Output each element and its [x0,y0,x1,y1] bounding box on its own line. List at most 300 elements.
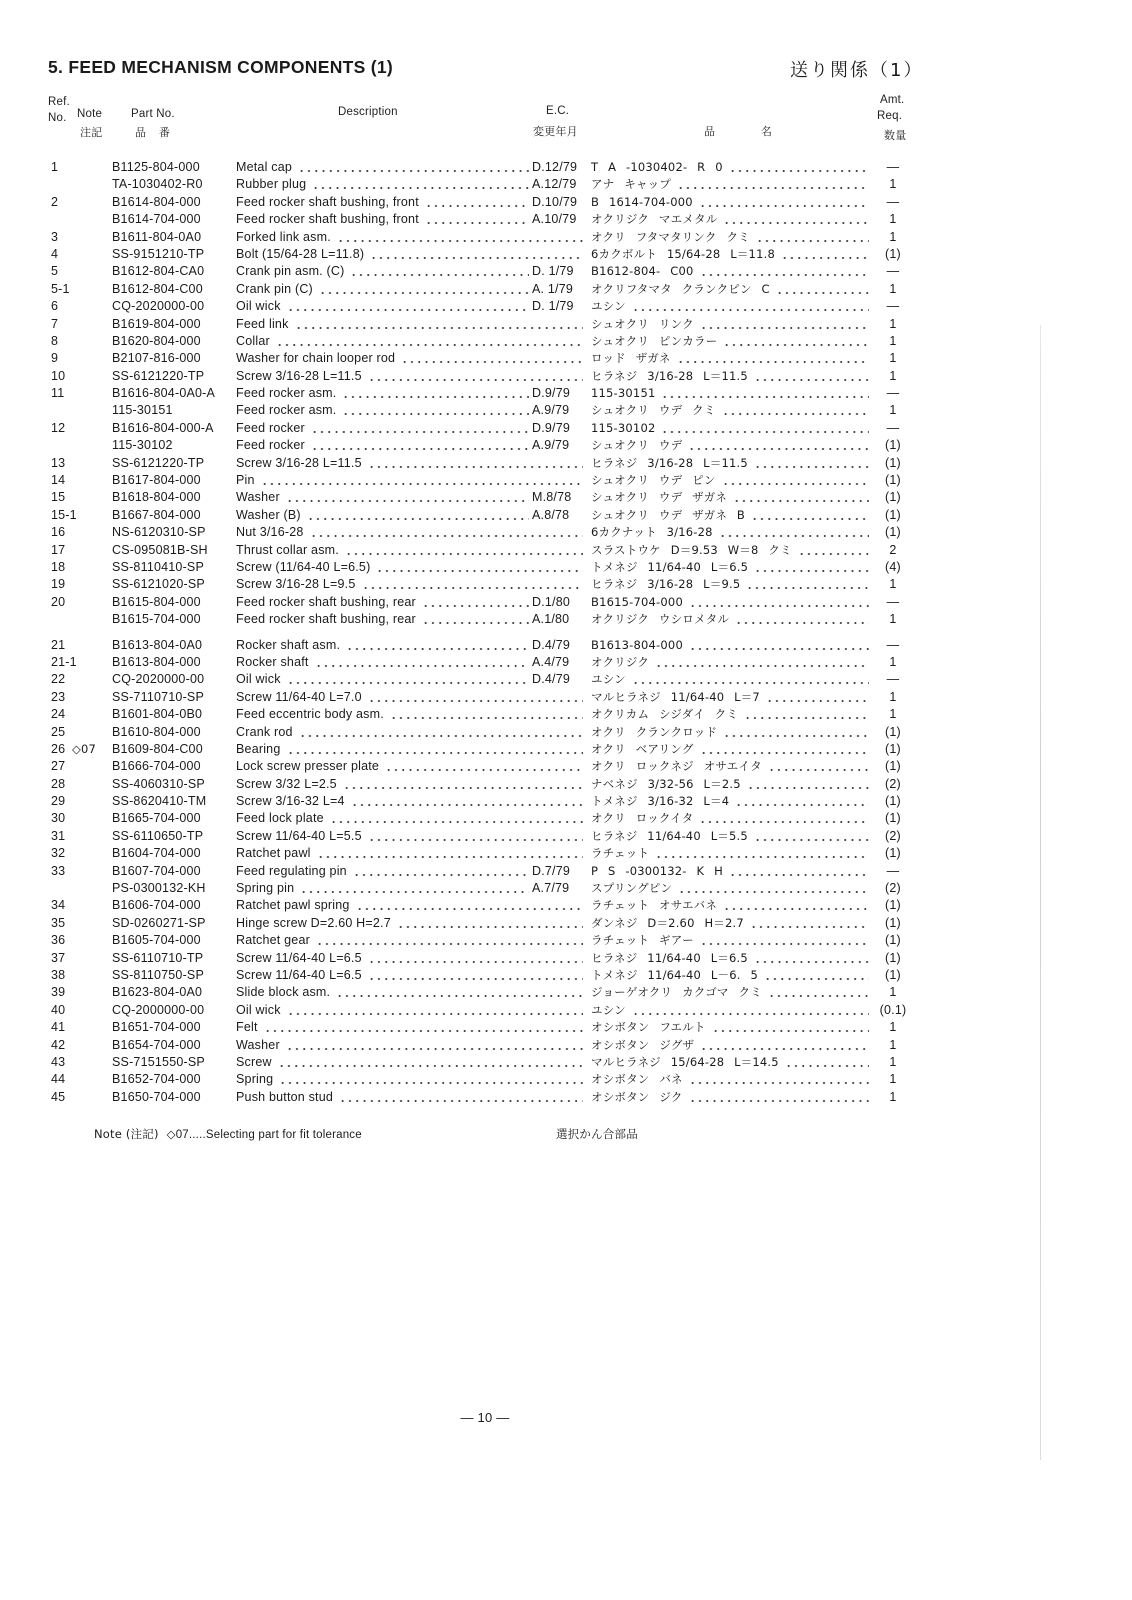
dot-leader [661,420,869,437]
description-cell [236,211,586,228]
quantity: 1 [889,577,897,592]
part-number: B1666-704-000 [112,759,201,774]
quantity: — [886,863,900,878]
ref-no: 5 [51,264,59,279]
japanese-name: アナ キャップ [591,177,672,192]
dot-leader [316,932,583,949]
japanese-name-cell [591,741,872,758]
japanese-name-cell [591,776,872,793]
dot-leader [390,706,583,723]
ref-no: 27 [51,759,66,774]
japanese-name: ヒラネジ 11/64-40 L＝5.5 [591,828,748,843]
japanese-name: トメネジ 3/16-32 L＝4 [591,794,730,809]
ref-no: 18 [51,559,66,574]
ec-date: D.4/79 [532,672,571,687]
description: Feed rocker [236,438,305,453]
description-cell [236,1054,586,1071]
dot-leader [723,211,869,228]
japanese-name: シュオクリ リンク [591,316,694,331]
description-cell [236,828,586,845]
quantity: (1) [885,741,901,756]
description-cell [236,1071,586,1088]
description-cell [236,176,586,193]
description: Feed rocker shaft bushing, front [236,212,419,227]
ref-no: 39 [51,985,66,1000]
description-cell [236,654,586,671]
part-number: B1667-804-000 [112,507,201,522]
parts-row [0,950,1132,967]
japanese-name-cell [591,507,872,524]
quantity: (0.1) [879,1002,907,1017]
description: Oil wick [236,299,281,314]
dot-leader [339,1089,583,1106]
part-number: SD-0260271-SP [112,915,206,930]
quantity: 1 [889,351,897,366]
dot-leader [368,455,583,472]
dot-leader [425,194,529,211]
footer-note-japanese: 選択かん合部品 [556,1127,638,1141]
description: Screw 3/16-32 L=4 [236,794,345,809]
japanese-name-cell [591,559,872,576]
japanese-name: オクリジク ウシロメタル [591,612,730,627]
japanese-name-cell [591,967,872,984]
dot-leader [766,689,869,706]
part-number: SS-7151550-SP [112,1054,205,1069]
quantity: (1) [885,915,901,930]
dot-leader [368,950,583,967]
japanese-name-cell [591,706,872,723]
japanese-name-cell [591,211,872,228]
parts-row [0,880,1132,897]
description-cell [236,298,586,315]
ref-no: 7 [51,316,59,331]
quantity: 1 [889,689,897,704]
description-cell [236,706,586,723]
dot-leader [279,1071,583,1088]
description: Rocker shaft asm. [236,637,341,652]
quantity: 1 [889,333,897,348]
japanese-name: ラチェット オサエバネ [591,898,718,913]
part-number: CQ-2020000-00 [112,672,205,687]
quantity: (1) [885,724,901,739]
ref-no: 2 [51,194,59,209]
quantity: (1) [885,898,901,913]
ref-no: 12 [51,420,66,435]
dot-leader [712,1019,869,1036]
dot-leader [768,758,869,775]
dot-leader [311,437,529,454]
dot-leader [746,576,869,593]
japanese-name-cell [591,368,872,385]
ref-no: 37 [51,950,66,965]
japanese-name: オクリ クランクロッド [591,724,718,739]
dot-leader [368,368,583,385]
dot-leader [286,489,529,506]
dot-leader [370,246,583,263]
quantity: — [886,194,900,209]
japanese-name-cell [591,897,872,914]
description-cell [236,246,586,263]
parts-table [0,159,1132,1106]
ref-no: 40 [51,1002,66,1017]
parts-row [0,810,1132,827]
quantity: 1 [889,654,897,669]
dot-leader [723,724,869,741]
dot-leader [723,897,869,914]
description: Bolt (15/64-28 L=11.8) [236,246,365,261]
description: Feed rocker [236,420,305,435]
column-header-note: Note [77,108,103,120]
part-number: B1610-804-000 [112,724,201,739]
parts-row [0,758,1132,775]
dot-leader [689,1089,869,1106]
dot-leader [689,594,869,611]
japanese-name-cell [591,246,872,263]
quantity: (1) [885,455,901,470]
description: Ratchet pawl spring [236,898,350,913]
japanese-name-cell [591,298,872,315]
dot-leader [319,281,529,298]
japanese-name-cell [591,489,872,506]
japanese-name: ナベネジ 3/32-56 L＝2.5 [591,776,741,791]
dot-leader [754,950,869,967]
parts-row [0,350,1132,367]
part-number: B1607-704-000 [112,863,201,878]
parts-row [0,1071,1132,1088]
dot-leader [298,159,529,176]
ref-no: 28 [51,776,66,791]
description-cell [236,793,586,810]
description: Feed rocker shaft bushing, front [236,194,419,209]
part-number: B1615-704-000 [112,612,201,627]
japanese-name-cell [591,845,872,862]
ref-no: 44 [51,1072,66,1087]
ref-no: 36 [51,933,66,948]
japanese-name: オシボタン ジグザ [591,1037,695,1052]
quantity: (1) [885,246,901,261]
dot-leader [295,316,583,333]
japanese-name: ユシン [591,672,626,687]
ref-no: 42 [51,1037,66,1052]
description: Screw 3/16-28 L=9.5 [236,577,356,592]
dot-leader [345,542,583,559]
dot-leader [351,793,583,810]
japanese-name: シュオクリ ピンカラー [591,333,718,348]
part-number: SS-8620410-TM [112,794,207,809]
parts-row [0,576,1132,593]
description-cell [236,385,586,402]
parts-row [0,559,1132,576]
japanese-name-cell [591,437,872,454]
japanese-name: オシボタン バネ [591,1072,683,1087]
japanese-name-cell [591,576,872,593]
description: Push button stud [236,1089,334,1104]
description: Oil wick [236,672,281,687]
japanese-name: P S -0300132- K H [591,863,723,878]
dot-leader [300,880,529,897]
part-number: CQ-2000000-00 [112,1002,205,1017]
dot-leader [264,1019,583,1036]
part-number: B1614-804-000 [112,194,201,209]
description: Screw 3/32 L=2.5 [236,776,337,791]
japanese-name-cell [591,810,872,827]
ref-no: 16 [51,525,66,540]
dot-leader [336,984,583,1001]
japanese-name-cell [591,402,872,419]
quantity: 1 [889,212,897,227]
quantity: 1 [889,707,897,722]
japanese-name-cell [591,1037,872,1054]
dot-leader [346,637,529,654]
ref-no: 11 [51,386,65,401]
parts-row [0,316,1132,333]
ref-no: 14 [51,473,66,488]
part-number: B1605-704-000 [112,933,201,948]
description-cell [236,455,586,472]
dot-leader [764,967,869,984]
dot-leader [751,507,869,524]
description-cell [236,689,586,706]
dot-leader [700,932,869,949]
parts-row [0,706,1132,723]
ref-no: 20 [51,594,66,609]
description: Washer [236,490,280,505]
parts-row [0,828,1132,845]
quantity: (1) [885,811,901,826]
description: Hinge screw D=2.60 H=2.7 [236,915,391,930]
description: Feed regulating pin [236,863,347,878]
part-number: PS-0300132-KH [112,881,206,896]
description-cell [236,542,586,559]
dot-leader [722,472,869,489]
dot-leader [310,524,583,541]
parts-row [0,385,1132,402]
parts-row [0,741,1132,758]
dot-leader [287,298,529,315]
column-header-part-no: Part No. [131,108,175,120]
description: Ratchet pawl [236,846,311,861]
description-cell [236,576,586,593]
part-number: B1620-804-000 [112,333,201,348]
ref-no: 26 [51,741,66,756]
description-cell [236,810,586,827]
dot-leader [337,229,583,246]
description-cell [236,263,586,280]
japanese-name: B1615-704-000 [591,594,683,609]
quantity: (2) [885,828,901,843]
parts-row [0,863,1132,880]
japanese-name: オシボタン フエルト [591,1020,706,1035]
quantity: (1) [885,759,901,774]
dot-leader [700,263,869,280]
dot-leader [719,524,869,541]
ref-no: 30 [51,811,66,826]
quantity: — [886,420,900,435]
ec-date: A.9/79 [532,438,570,453]
dot-leader [700,1037,869,1054]
quantity: (1) [885,490,901,505]
japanese-name-cell [591,281,872,298]
ec-date: A.9/79 [532,403,570,418]
japanese-name: オクリジク マエメタル [591,212,718,227]
description-cell [236,845,586,862]
description: Screw 11/64-40 L=6.5 [236,950,362,965]
page-title: 5. FEED MECHANISM COMPONENTS (1) [48,57,394,77]
description-cell [236,758,586,775]
ref-no: 29 [51,794,66,809]
parts-row [0,1002,1132,1019]
dot-leader [735,611,869,628]
parts-row [0,368,1132,385]
description: Bearing [236,741,281,756]
dot-leader [422,611,529,628]
parts-row [0,333,1132,350]
description-cell [236,967,586,984]
japanese-name-cell [591,932,872,949]
quantity: 1 [889,985,897,1000]
dot-leader [343,776,583,793]
description: Screw 3/16-28 L=11.5 [236,368,362,383]
parts-row [0,897,1132,914]
quantity: — [886,160,900,174]
part-number: B2107-816-000 [112,351,201,366]
description-cell [236,159,586,176]
part-number: B1613-804-000 [112,654,201,669]
dot-leader [733,489,869,506]
part-number: TA-1030402-R0 [112,177,203,192]
part-number: SS-9151210-TP [112,246,205,261]
description-cell [236,489,586,506]
japanese-name-cell [591,333,872,350]
description: Feed rocker shaft bushing, rear [236,612,416,627]
ref-no: 22 [51,672,66,687]
parts-row [0,637,1132,654]
description-cell [236,368,586,385]
dot-leader [781,246,869,263]
dot-leader [401,350,583,367]
parts-row [0,1037,1132,1054]
japanese-name-cell [591,524,872,541]
description: Spring pin [236,881,295,896]
description-cell [236,863,586,880]
note-mark: ◇07 [72,741,97,756]
parts-row [0,211,1132,228]
ref-no: 21-1 [51,654,77,669]
description: Washer for chain looper rod [236,351,396,366]
dot-leader [700,741,869,758]
ref-no: 15 [51,490,66,505]
ec-date: D.7/79 [532,863,571,878]
part-number: B1650-704-000 [112,1089,201,1104]
dot-leader [754,559,869,576]
ref-no: 33 [51,863,66,878]
ref-no: 4 [51,246,59,261]
parts-row [0,420,1132,437]
dot-leader [750,915,869,932]
ec-date: A.10/79 [532,212,577,227]
description-cell [236,950,586,967]
column-header-description: Description [338,106,398,118]
ref-no: 13 [51,455,66,470]
quantity: (1) [885,473,901,488]
description-cell [236,420,586,437]
description-cell [236,507,586,524]
ref-no: 43 [51,1054,66,1069]
ref-no: 15-1 [51,507,77,522]
description-cell [236,776,586,793]
japanese-name-cell [591,950,872,967]
quantity: (2) [885,881,901,896]
japanese-name: マルヒラネジ 15/64-28 L＝14.5 [591,1054,779,1069]
japanese-name: 6カクボルト 15/64-28 L＝11.8 [591,246,775,261]
quantity: 1 [889,177,897,192]
japanese-name-cell [591,350,872,367]
description-cell [236,932,586,949]
dot-leader [350,263,529,280]
ec-date: D. 1/79 [532,299,574,314]
dot-leader [655,654,869,671]
ref-no: 35 [51,915,66,930]
japanese-name-cell [591,758,872,775]
japanese-name-cell [591,420,872,437]
dot-leader [699,194,869,211]
japanese-name: シュオクリ ウデ ピン [591,473,716,488]
dot-leader [655,845,869,862]
dot-leader [632,1002,869,1019]
dot-leader [776,281,869,298]
ref-no: 21 [51,637,66,652]
dot-leader [735,793,869,810]
description: Lock screw presser plate [236,759,380,774]
parts-row [0,402,1132,419]
japanese-name: オクリフタマタ クランクピン C [591,281,770,296]
ref-no: 24 [51,707,66,722]
japanese-name: シュオクリ ウデ ザガネ B [591,507,745,522]
dot-leader [368,967,583,984]
dot-leader [422,594,529,611]
ref-no: 31 [51,828,66,843]
part-number: SS-6121220-TP [112,455,205,470]
description: Crank rod [236,724,293,739]
dot-leader [729,863,869,880]
part-number: 115-30151 [112,403,173,418]
japanese-name-cell [591,671,872,688]
quantity: — [886,672,900,687]
japanese-name-cell [591,724,872,741]
quantity: (1) [885,967,901,982]
part-number: B1601-804-0B0 [112,707,203,722]
quantity: 1 [889,368,897,383]
description: Collar [236,333,270,348]
part-number: B1604-704-000 [112,846,201,861]
japanese-name: T A -1030402- R 0 [591,160,723,174]
description: Crank pin (C) [236,281,313,296]
description-cell [236,724,586,741]
description: Screw 3/16-28 L=11.5 [236,455,362,470]
ref-no: 9 [51,351,59,366]
footer-note-text: ◇07.....Selecting part for fit tolerance [166,1129,362,1141]
dot-leader [362,576,584,593]
quantity: 1 [889,229,897,244]
description: Screw (11/64-40 L=6.5) [236,559,371,574]
parts-row [0,246,1132,263]
ec-date: D.4/79 [532,637,571,652]
ec-date: D. 1/79 [532,264,574,279]
column-header-part-no-japanese: 品 番 [135,126,171,139]
japanese-name: ラチェット ギアー [591,933,694,948]
dot-leader [261,472,583,489]
quantity: 1 [889,1054,897,1069]
